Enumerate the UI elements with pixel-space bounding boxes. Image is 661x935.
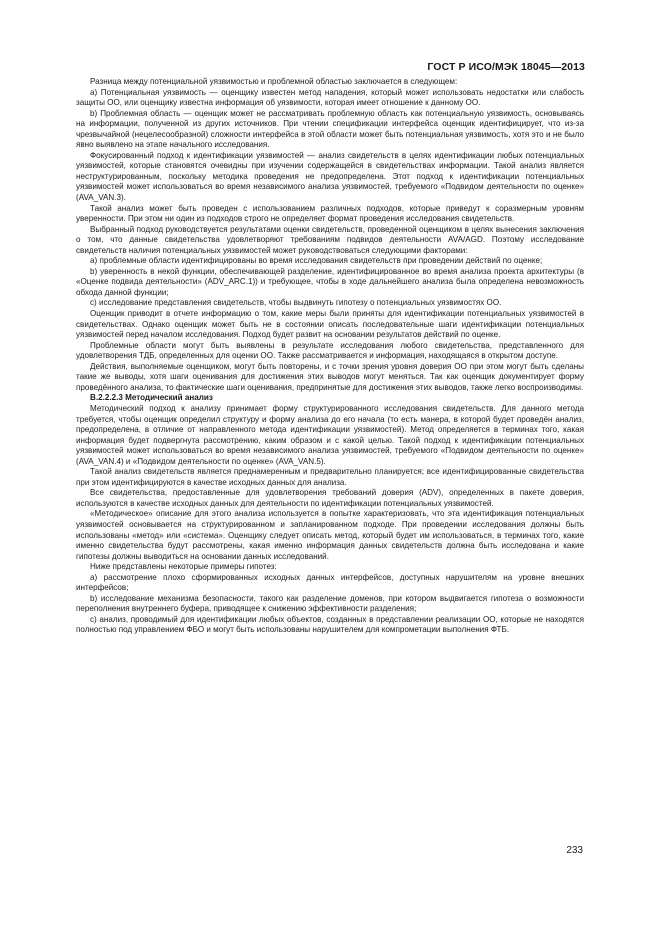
paragraph: Такой анализ свидетельств является преднамеренным и предварительно планируется; все идентифицированные свидетельства при этом идентифицируются в качестве исходных данных для анализа. (76, 467, 584, 487)
list-item: b) уверенность в некой функции, обеспечивающей разделение, идентифицированное во время анализа проекта архитектуры (в «Оценке подвида деятельности» (ADV_ARC.1)) и требующее, чтобы в ходе дальнейшего анализа была определена невозможность обхода данной функции; (76, 266, 584, 297)
paragraph: Такой анализ может быть проведен с использованием различных подходов, которые приведут к соразмерным уровням уверенности. При этом ни один из подходов строго не определяет формат проведения исследования свидетельств. (76, 203, 584, 224)
document-header: ГОСТ Р ИСО/МЭК 18045—2013 (427, 61, 585, 73)
list-item: b) Проблемная область — оценщик может не рассматривать проблемную область как потенциальную уязвимость, основываясь на информации, полученной из других источников. При чтении спецификации интерфейса оценщик идентифицирует, что из-за чрезвычайной (нецелесообразной) сложности интерфейса в этой области может быть потенциальная уязвимость, хотя это и не было явно выявлено на этапе начального исследования. (76, 108, 584, 150)
paragraph: Оценщик приводит в отчете информацию о том, какие меры были приняты для идентификации потенциальных уязвимостей в свидетельствах. Однако оценщик может быть не в состоянии описать последовательные шаги идентификации потенциальных уязвимостей перед началом исследования. Подход будет развит на основании результатов действий по оценке. (76, 309, 584, 340)
paragraph: Разница между потенциальной уязвимостью и проблемной областью заключается в следующем: (90, 77, 458, 86)
paragraph: Действия, выполняемые оценщиком, могут быть повторены, и с точки зрения уровня доверия ОО при этом могут быть сделаны такие же выводы, хотя шаги оценивания для достижения этих выводов могут меняться. Так как оценщик документирует форму проведённого анализа, то фактические шаги оценивания, предпринятые для достижения этих выводов, также легко воспроизводимы. (76, 361, 584, 392)
paragraph: Проблемные области могут быть выявлены в результате исследования любого свидетельства, представленного для удовлетворения ТДБ, определенных для оценки ОО. Также рассматривается и информация, находящаяся в открытом доступе. (76, 340, 584, 361)
paragraph: Выбранный подход руководствуется результатами оценки свидетельств, проведенной оценщиком в целях вынесения заключения о том, что данные свидетельства удовлетворяют требованиям подвидов деятельности AVA/AGD. Поэтому исследование свидетельств наличия потенциальных уязвимостей может руководствоваться следующими факторами: (76, 224, 584, 255)
paragraph: Все свидетельства, предоставленные для удовлетворения требований доверия (ADV), определенных в пакете доверия, используются в качестве исходных данных для деятельности по идентификации потенциальных уязвимостей. (76, 488, 584, 508)
list-item: c) анализ, проводимый для идентификации любых объектов, созданных в представлении реализации ОО, которые не находятся полностью под управлением ФБО и могут быть использованы нарушителем для компрометации выполнения ФТБ. (76, 614, 584, 635)
list-item: a) рассмотрение плохо сформированных исходных данных интерфейсов, доступных нарушителям на уровне внешних интерфейсов; (76, 572, 584, 593)
section-heading: B.2.2.2.3 Методический анализ (90, 393, 213, 403)
list-item: c) исследование представления свидетельств, чтобы выдвинуть гипотезу о потенциальных уязвимостях ОО. (90, 298, 502, 308)
document-body (76, 77, 584, 636)
paragraph: «Методическое» описание для этого анализа используется в попытке характеризовать, что эта идентификация потенциальных уязвимостей основывается на структурированном и запланированном подходе. При проведении исследования должны быть использованы «метод» или «система». Оценщику следует описать метод, который будет им использоваться, в терминах того, какие именно свидетельства будут рассмотрены, какая именно информация данных свидетельств должна быть исследована и какие гипотезы должны выводиться на основании данных исследований. (76, 509, 584, 561)
paragraph: Методический подход к анализу принимает форму структурированного исследования свидетельств. Для данного метода требуется, чтобы оценщик определил структуру и форму анализа до его начала (то есть манера, в которой будет проведён анализ, предопределена, в отличие от направленного метода идентификации уязвимостей). Метод определяется в терминах того, какая информация будет подвергнута рассмотрению, каким образом и с какой целью. Такой подход к идентификации потенциальных уязвимостей может использоваться во время независимого анализа уязвимостей, требуемого «Подвидом деятельности по оценке» (AVA_VAN.4) и «Подвидом деятельности по оценке» (AVA_VAN.5). (76, 403, 584, 466)
list-item: a) Потенциальная уязвимость — оценщику известен метод нападения, который может использовать недостатки или слабость защиты ОО, или оценщику известна информация об уязвимости, которая имеет отношение к данному ОО. (76, 87, 584, 108)
paragraph: Фокусированный подход к идентификации уязвимостей — анализ свидетельств в целях идентификации любых потенциальных уязвимостей, которые становятся очевидны при изучении содержащейся в свидетельствах информации. Такой анализ является неструктурированным, поскольку методика проведения не предопределена. Этот подход к идентификации потенциальных уязвимостей может использоваться во время независимого анализа уязвимостей, требуемого «Подвидом деятельности по оценке» (AVA_VAN.3). (76, 150, 584, 203)
paragraph: Ниже представлены некоторые примеры гипотез: (90, 562, 277, 572)
list-item: b) исследование механизма безопасности, такого как разделение доменов, при котором выдвигается гипотеза о возможности переполнения внутреннего буфера, приводящее к снижению эффективности разделения; (76, 593, 584, 614)
page-number: 233 (566, 845, 583, 856)
list-item: a) проблемные области идентифицированы во время исследования свидетельств при проведении действий по оценке; (90, 256, 543, 266)
